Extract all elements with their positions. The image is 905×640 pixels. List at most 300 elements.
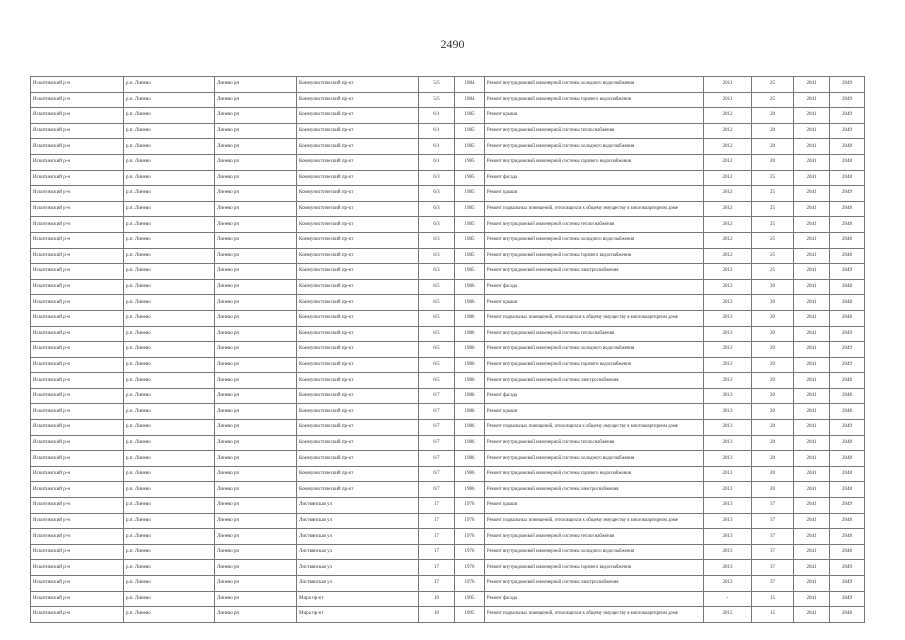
district-cell: Искитимский р-н: [31, 326, 124, 342]
plan-end-cell: 2049: [830, 576, 865, 592]
house-cell: 6/3: [419, 201, 455, 217]
locality-cell: Линево рп: [215, 420, 297, 436]
table-row: [31, 201, 865, 217]
last-repair-year-cell: 2012: [704, 154, 752, 170]
wear-cell: 20: [752, 388, 794, 404]
work-type-cell: Ремонт внутридомовой инженерной системы электроснабжения: [485, 373, 704, 389]
plan-start-cell: 2041: [794, 248, 830, 264]
plan-start-cell: 2041: [794, 404, 830, 420]
house-cell: 6/7: [419, 420, 455, 436]
house-cell: 6/7: [419, 451, 455, 467]
plan-start-cell: 2041: [794, 435, 830, 451]
wear-cell: 20: [752, 451, 794, 467]
year-built-cell: 1984: [455, 77, 485, 93]
street-cell: Коммунистический пр-кт: [297, 279, 419, 295]
wear-cell: 20: [752, 108, 794, 124]
street-cell: Коммунистический пр-кт: [297, 77, 419, 93]
table-row: [31, 295, 865, 311]
settlement-cell: р.п. Линево: [124, 217, 215, 233]
work-type-cell: Ремонт внутридомовой инженерной системы электроснабжения: [485, 482, 704, 498]
work-type-cell: Ремонт внутридомовой инженерной системы электроснабжения: [485, 264, 704, 280]
district-cell: Искитимский р-н: [31, 170, 124, 186]
work-type-cell: Ремонт подвальных помещений, относящихся к общему имуществу в многоквартирном доме: [485, 201, 704, 217]
last-repair-year-cell: 2013: [704, 342, 752, 358]
house-cell: 6/7: [419, 435, 455, 451]
district-cell: Искитимский р-н: [31, 529, 124, 545]
plan-start-cell: 2041: [794, 591, 830, 607]
settlement-cell: р.п. Линево: [124, 295, 215, 311]
street-cell: Листвянская ул: [297, 513, 419, 529]
work-type-cell: Ремонт внутридомовой инженерной системы холодного водоснабжения: [485, 544, 704, 560]
district-cell: Искитимский р-н: [31, 607, 124, 623]
settlement-cell: р.п. Линево: [124, 248, 215, 264]
house-cell: 17: [419, 544, 455, 560]
plan-start-cell: 2041: [794, 420, 830, 436]
last-repair-year-cell: 2013: [704, 420, 752, 436]
district-cell: Искитимский р-н: [31, 482, 124, 498]
street-cell: Коммунистический пр-кт: [297, 326, 419, 342]
plan-start-cell: 2041: [794, 123, 830, 139]
plan-end-cell: 2048: [830, 295, 865, 311]
plan-start-cell: 2041: [794, 388, 830, 404]
table-row: [31, 357, 865, 373]
wear-cell: 25: [752, 77, 794, 93]
house-cell: 6/7: [419, 466, 455, 482]
last-repair-year-cell: 2012: [704, 232, 752, 248]
work-type-cell: Ремонт внутридомовой инженерной системы теплоснабжения: [485, 435, 704, 451]
table-row: [31, 92, 865, 108]
settlement-cell: р.п. Линево: [124, 77, 215, 93]
work-type-cell: Ремонт внутридомовой инженерной системы теплоснабжения: [485, 123, 704, 139]
table-row: [31, 435, 865, 451]
last-repair-year-cell: 2013: [704, 544, 752, 560]
settlement-cell: р.п. Линево: [124, 560, 215, 576]
plan-start-cell: 2041: [794, 154, 830, 170]
street-cell: Коммунистический пр-кт: [297, 373, 419, 389]
last-repair-year-cell: 2013: [704, 451, 752, 467]
district-cell: Искитимский р-н: [31, 139, 124, 155]
street-cell: Коммунистический пр-кт: [297, 201, 419, 217]
plan-end-cell: 2048: [830, 466, 865, 482]
locality-cell: Линево рп: [215, 92, 297, 108]
wear-cell: 20: [752, 279, 794, 295]
house-cell: 6/1: [419, 123, 455, 139]
plan-end-cell: 2048: [830, 529, 865, 545]
wear-cell: 20: [752, 373, 794, 389]
wear-cell: 25: [752, 186, 794, 202]
street-cell: Коммунистический пр-кт: [297, 310, 419, 326]
table-row: [31, 482, 865, 498]
street-cell: Коммунистический пр-кт: [297, 482, 419, 498]
year-built-cell: 1985: [455, 108, 485, 124]
year-built-cell: 1995: [455, 607, 485, 623]
district-cell: Искитимский р-н: [31, 201, 124, 217]
district-cell: Искитимский р-н: [31, 342, 124, 358]
house-cell: 6/3: [419, 248, 455, 264]
plan-end-cell: 2048: [830, 201, 865, 217]
street-cell: Коммунистический пр-кт: [297, 123, 419, 139]
work-type-cell: Ремонт внутридомовой инженерной системы горячего водоснабжения: [485, 560, 704, 576]
house-cell: 6/3: [419, 232, 455, 248]
year-built-cell: 1985: [455, 232, 485, 248]
last-repair-year-cell: 2012: [704, 139, 752, 155]
wear-cell: 20: [752, 482, 794, 498]
plan-end-cell: 2049: [830, 264, 865, 280]
house-cell: 6/1: [419, 154, 455, 170]
table-row: [31, 310, 865, 326]
wear-cell: 20: [752, 154, 794, 170]
year-built-cell: 1986: [455, 482, 485, 498]
district-cell: Искитимский р-н: [31, 92, 124, 108]
house-cell: 6/5: [419, 326, 455, 342]
year-built-cell: 1985: [455, 170, 485, 186]
house-cell: 6/5: [419, 295, 455, 311]
settlement-cell: р.п. Линево: [124, 326, 215, 342]
year-built-cell: 1976: [455, 544, 485, 560]
plan-start-cell: 2041: [794, 576, 830, 592]
wear-cell: 37: [752, 498, 794, 514]
table-row: [31, 529, 865, 545]
last-repair-year-cell: 2013: [704, 404, 752, 420]
table-row: [31, 404, 865, 420]
settlement-cell: р.п. Линево: [124, 264, 215, 280]
work-type-cell: Ремонт внутридомовой инженерной системы горячего водоснабжения: [485, 357, 704, 373]
plan-start-cell: 2041: [794, 295, 830, 311]
work-type-cell: Ремонт фасада: [485, 170, 704, 186]
settlement-cell: р.п. Линево: [124, 232, 215, 248]
plan-start-cell: 2041: [794, 607, 830, 623]
work-type-cell: Ремонт крыши: [485, 108, 704, 124]
plan-start-cell: 2041: [794, 529, 830, 545]
district-cell: Искитимский р-н: [31, 544, 124, 560]
plan-start-cell: 2041: [794, 264, 830, 280]
plan-end-cell: 2048: [830, 607, 865, 623]
year-built-cell: 1986: [455, 466, 485, 482]
house-cell: 6/1: [419, 108, 455, 124]
year-built-cell: 1985: [455, 217, 485, 233]
settlement-cell: р.п. Линево: [124, 435, 215, 451]
year-built-cell: 1986: [455, 404, 485, 420]
wear-cell: 25: [752, 170, 794, 186]
street-cell: Коммунистический пр-кт: [297, 404, 419, 420]
plan-start-cell: 2041: [794, 326, 830, 342]
locality-cell: Линево рп: [215, 451, 297, 467]
locality-cell: Линево рп: [215, 217, 297, 233]
table-row: [31, 466, 865, 482]
plan-end-cell: 2049: [830, 186, 865, 202]
district-cell: Искитимский р-н: [31, 77, 124, 93]
last-repair-year-cell: 2012: [704, 248, 752, 264]
page-number: 2490: [440, 37, 465, 51]
table-row: [31, 232, 865, 248]
settlement-cell: р.п. Линево: [124, 154, 215, 170]
plan-end-cell: 2048: [830, 482, 865, 498]
wear-cell: 20: [752, 466, 794, 482]
locality-cell: Линево рп: [215, 357, 297, 373]
work-type-cell: Ремонт внутридомовой инженерной системы теплоснабжения: [485, 217, 704, 233]
house-cell: 5/5: [419, 77, 455, 93]
table-row: [31, 373, 865, 389]
plan-end-cell: 2048: [830, 435, 865, 451]
street-cell: Коммунистический пр-кт: [297, 420, 419, 436]
street-cell: Коммунистический пр-кт: [297, 295, 419, 311]
settlement-cell: р.п. Линево: [124, 201, 215, 217]
plan-start-cell: 2041: [794, 544, 830, 560]
district-cell: Искитимский р-н: [31, 123, 124, 139]
year-built-cell: 1986: [455, 357, 485, 373]
last-repair-year-cell: 2012: [704, 108, 752, 124]
settlement-cell: р.п. Линево: [124, 170, 215, 186]
settlement-cell: р.п. Линево: [124, 342, 215, 358]
settlement-cell: р.п. Линево: [124, 123, 215, 139]
table-row: [31, 217, 865, 233]
plan-end-cell: 2048: [830, 154, 865, 170]
table-row: [31, 560, 865, 576]
year-built-cell: 1986: [455, 435, 485, 451]
plan-end-cell: 2049: [830, 420, 865, 436]
locality-cell: Линево рп: [215, 544, 297, 560]
year-built-cell: 1985: [455, 248, 485, 264]
house-cell: 6/3: [419, 217, 455, 233]
house-cell: 6/7: [419, 388, 455, 404]
table-row: [31, 388, 865, 404]
house-cell: 6/3: [419, 186, 455, 202]
district-cell: Искитимский р-н: [31, 435, 124, 451]
table-row: [31, 451, 865, 467]
plan-end-cell: 2048: [830, 232, 865, 248]
plan-start-cell: 2041: [794, 92, 830, 108]
year-built-cell: 1985: [455, 264, 485, 280]
plan-start-cell: 2041: [794, 77, 830, 93]
wear-cell: 37: [752, 529, 794, 545]
last-repair-year-cell: 2013: [704, 466, 752, 482]
table-row: [31, 139, 865, 155]
year-built-cell: 1986: [455, 420, 485, 436]
district-cell: Искитимский р-н: [31, 451, 124, 467]
table-row: [31, 326, 865, 342]
wear-cell: 37: [752, 576, 794, 592]
locality-cell: Линево рп: [215, 607, 297, 623]
last-repair-year-cell: -: [704, 591, 752, 607]
house-cell: 17: [419, 560, 455, 576]
locality-cell: Линево рп: [215, 576, 297, 592]
street-cell: Листвянская ул: [297, 498, 419, 514]
street-cell: Мира пр-кт: [297, 591, 419, 607]
year-built-cell: 1976: [455, 513, 485, 529]
work-type-cell: Ремонт крыши: [485, 498, 704, 514]
district-cell: Искитимский р-н: [31, 248, 124, 264]
locality-cell: Линево рп: [215, 560, 297, 576]
plan-start-cell: 2041: [794, 482, 830, 498]
work-type-cell: Ремонт фасада: [485, 279, 704, 295]
locality-cell: Линево рп: [215, 264, 297, 280]
plan-start-cell: 2041: [794, 498, 830, 514]
house-cell: 6/5: [419, 342, 455, 358]
table-row: [31, 279, 865, 295]
wear-cell: 25: [752, 217, 794, 233]
work-type-cell: Ремонт внутридомовой инженерной системы горячего водоснабжения: [485, 92, 704, 108]
work-type-cell: Ремонт подвальных помещений, относящихся к общему имуществу в многоквартирном доме: [485, 420, 704, 436]
work-type-cell: Ремонт внутридомовой инженерной системы горячего водоснабжения: [485, 466, 704, 482]
work-type-cell: Ремонт внутридомовой инженерной системы холодного водоснабжения: [485, 77, 704, 93]
street-cell: Листвянская ул: [297, 544, 419, 560]
table-row: [31, 123, 865, 139]
wear-cell: 37: [752, 544, 794, 560]
year-built-cell: 1976: [455, 529, 485, 545]
street-cell: Коммунистический пр-кт: [297, 232, 419, 248]
last-repair-year-cell: 2012: [704, 217, 752, 233]
last-repair-year-cell: 2013: [704, 576, 752, 592]
locality-cell: Линево рп: [215, 482, 297, 498]
plan-start-cell: 2041: [794, 451, 830, 467]
street-cell: Коммунистический пр-кт: [297, 154, 419, 170]
settlement-cell: р.п. Линево: [124, 451, 215, 467]
locality-cell: Линево рп: [215, 498, 297, 514]
plan-start-cell: 2041: [794, 310, 830, 326]
house-cell: 6/5: [419, 310, 455, 326]
district-cell: Искитимский р-н: [31, 404, 124, 420]
last-repair-year-cell: 2013: [704, 326, 752, 342]
plan-end-cell: 2048: [830, 544, 865, 560]
year-built-cell: 1995: [455, 591, 485, 607]
district-cell: Искитимский р-н: [31, 357, 124, 373]
district-cell: Искитимский р-н: [31, 217, 124, 233]
settlement-cell: р.п. Линево: [124, 420, 215, 436]
work-type-cell: Ремонт внутридомовой инженерной системы холодного водоснабжения: [485, 139, 704, 155]
year-built-cell: 1984: [455, 92, 485, 108]
house-cell: 17: [419, 498, 455, 514]
plan-end-cell: 2048: [830, 513, 865, 529]
locality-cell: Линево рп: [215, 342, 297, 358]
district-cell: Искитимский р-н: [31, 560, 124, 576]
plan-start-cell: 2041: [794, 201, 830, 217]
settlement-cell: р.п. Линево: [124, 139, 215, 155]
work-type-cell: Ремонт внутридомовой инженерной системы холодного водоснабжения: [485, 342, 704, 358]
year-built-cell: 1986: [455, 451, 485, 467]
settlement-cell: р.п. Линево: [124, 498, 215, 514]
work-type-cell: Ремонт внутридомовой инженерной системы теплоснабжения: [485, 529, 704, 545]
settlement-cell: р.п. Линево: [124, 388, 215, 404]
locality-cell: Линево рп: [215, 373, 297, 389]
locality-cell: Линево рп: [215, 529, 297, 545]
year-built-cell: 1986: [455, 310, 485, 326]
locality-cell: Линево рп: [215, 154, 297, 170]
house-cell: 6/1: [419, 139, 455, 155]
wear-cell: 25: [752, 232, 794, 248]
table-row: [31, 544, 865, 560]
street-cell: Коммунистический пр-кт: [297, 388, 419, 404]
house-cell: 6/5: [419, 357, 455, 373]
plan-start-cell: 2041: [794, 232, 830, 248]
wear-cell: 25: [752, 264, 794, 280]
street-cell: Коммунистический пр-кт: [297, 217, 419, 233]
table-row: [31, 108, 865, 124]
locality-cell: Линево рп: [215, 404, 297, 420]
plan-end-cell: 2049: [830, 326, 865, 342]
last-repair-year-cell: 2012: [704, 170, 752, 186]
district-cell: Искитимский р-н: [31, 576, 124, 592]
plan-end-cell: 2049: [830, 342, 865, 358]
year-built-cell: 1986: [455, 326, 485, 342]
house-cell: 10: [419, 607, 455, 623]
locality-cell: Линево рп: [215, 310, 297, 326]
settlement-cell: р.п. Линево: [124, 357, 215, 373]
locality-cell: Линево рп: [215, 279, 297, 295]
work-type-cell: Ремонт внутридомовой инженерной системы теплоснабжения: [485, 326, 704, 342]
plan-end-cell: 2049: [830, 108, 865, 124]
district-cell: Искитимский р-н: [31, 310, 124, 326]
house-cell: 6/5: [419, 279, 455, 295]
plan-start-cell: 2041: [794, 108, 830, 124]
settlement-cell: р.п. Линево: [124, 544, 215, 560]
last-repair-year-cell: 2013: [704, 435, 752, 451]
district-cell: Искитимский р-н: [31, 591, 124, 607]
wear-cell: 15: [752, 591, 794, 607]
plan-end-cell: 2049: [830, 77, 865, 93]
table-row: [31, 591, 865, 607]
last-repair-year-cell: 2013: [704, 310, 752, 326]
table-row: [31, 77, 865, 93]
locality-cell: Линево рп: [215, 248, 297, 264]
settlement-cell: р.п. Линево: [124, 591, 215, 607]
wear-cell: 20: [752, 295, 794, 311]
wear-cell: 20: [752, 357, 794, 373]
table-row: [31, 576, 865, 592]
district-cell: Искитимский р-н: [31, 373, 124, 389]
year-built-cell: 1986: [455, 373, 485, 389]
settlement-cell: р.п. Линево: [124, 513, 215, 529]
locality-cell: Линево рп: [215, 232, 297, 248]
street-cell: Коммунистический пр-кт: [297, 264, 419, 280]
street-cell: Листвянская ул: [297, 529, 419, 545]
plan-end-cell: 2048: [830, 248, 865, 264]
last-repair-year-cell: 2013: [704, 513, 752, 529]
plan-start-cell: 2041: [794, 170, 830, 186]
table-row: [31, 170, 865, 186]
district-cell: Искитимский р-н: [31, 498, 124, 514]
wear-cell: 25: [752, 248, 794, 264]
capital-repair-table: [30, 76, 865, 623]
house-cell: 6/3: [419, 264, 455, 280]
locality-cell: Линево рп: [215, 591, 297, 607]
wear-cell: 15: [752, 607, 794, 623]
plan-end-cell: 2049: [830, 560, 865, 576]
plan-start-cell: 2041: [794, 217, 830, 233]
wear-cell: 20: [752, 326, 794, 342]
work-type-cell: Ремонт фасада: [485, 388, 704, 404]
work-type-cell: Ремонт внутридомовой инженерной системы горячего водоснабжения: [485, 248, 704, 264]
last-repair-year-cell: 2011: [704, 77, 752, 93]
locality-cell: Линево рп: [215, 170, 297, 186]
district-cell: Искитимский р-н: [31, 108, 124, 124]
work-type-cell: Ремонт внутридомовой инженерной системы холодного водоснабжения: [485, 232, 704, 248]
settlement-cell: р.п. Линево: [124, 466, 215, 482]
locality-cell: Линево рп: [215, 139, 297, 155]
last-repair-year-cell: 2013: [704, 560, 752, 576]
year-built-cell: 1985: [455, 201, 485, 217]
district-cell: Искитимский р-н: [31, 264, 124, 280]
settlement-cell: р.п. Линево: [124, 529, 215, 545]
last-repair-year-cell: 2015: [704, 607, 752, 623]
street-cell: Листвянская ул: [297, 576, 419, 592]
last-repair-year-cell: 2012: [704, 201, 752, 217]
last-repair-year-cell: 2011: [704, 92, 752, 108]
last-repair-year-cell: 2013: [704, 529, 752, 545]
street-cell: Мира пр-кт: [297, 607, 419, 623]
street-cell: Коммунистический пр-кт: [297, 466, 419, 482]
district-cell: Искитимский р-н: [31, 466, 124, 482]
district-cell: Искитимский р-н: [31, 295, 124, 311]
